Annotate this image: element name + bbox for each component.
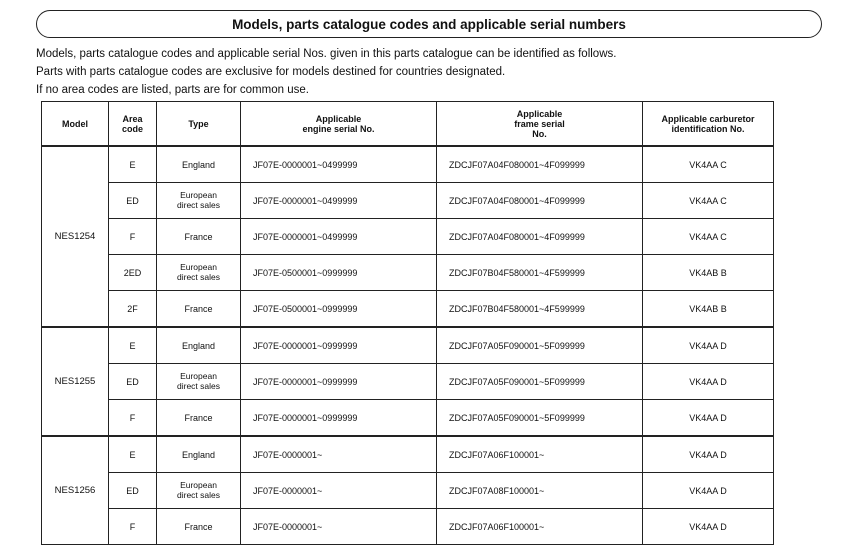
carburetor-id-cell: VK4AA D (643, 473, 774, 509)
header-engine-serial: Applicable engine serial No. (241, 102, 437, 147)
page-title: Models, parts catalogue codes and applicable serial numbers (36, 10, 822, 38)
carburetor-id-cell: VK4AA D (643, 509, 774, 545)
table-row (42, 291, 774, 328)
model-cell: NES1255 (42, 327, 109, 436)
engine-serial-cell: JF07E-0500001~0999999 (241, 291, 437, 328)
carburetor-id-cell: VK4AA D (643, 364, 774, 400)
engine-serial-cell: JF07E-0000001~0999999 (241, 400, 437, 437)
type-cell: England (157, 146, 241, 183)
type-cell: European direct sales (157, 473, 241, 509)
engine-serial-cell: JF07E-0000001~ (241, 509, 437, 545)
frame-serial-cell: ZDCJF07A05F090001~5F099999 (437, 364, 643, 400)
engine-serial-cell: JF07E-0000001~0499999 (241, 219, 437, 255)
header-model: Model (42, 102, 109, 147)
type-cell: European direct sales (157, 183, 241, 219)
table-row (42, 473, 774, 509)
engine-serial-cell: JF07E-0000001~ (241, 473, 437, 509)
area-code-cell: ED (109, 364, 157, 400)
table-row (42, 364, 774, 400)
table-header-row (42, 102, 774, 147)
table-row (42, 509, 774, 545)
model-cell: NES1254 (42, 146, 109, 327)
frame-serial-cell: ZDCJF07A04F080001~4F099999 (437, 219, 643, 255)
frame-serial-cell: ZDCJF07A04F080001~4F099999 (437, 183, 643, 219)
frame-serial-cell: ZDCJF07A08F100001~ (437, 473, 643, 509)
table-row (42, 327, 774, 364)
area-code-cell: E (109, 436, 157, 473)
area-code-cell: F (109, 219, 157, 255)
engine-serial-cell: JF07E-0000001~ (241, 436, 437, 473)
area-code-cell: 2F (109, 291, 157, 328)
frame-serial-cell: ZDCJF07A05F090001~5F099999 (437, 327, 643, 364)
intro-line-2: Parts with parts catalogue codes are exclusive for models destined for countries designated. (36, 66, 506, 78)
header-carburetor-id: Applicable carburetor identification No. (643, 102, 774, 147)
carburetor-id-cell: VK4AA C (643, 183, 774, 219)
type-cell: France (157, 400, 241, 437)
frame-serial-cell: ZDCJF07B04F580001~4F599999 (437, 255, 643, 291)
area-code-cell: E (109, 327, 157, 364)
carburetor-id-cell: VK4AA D (643, 436, 774, 473)
engine-serial-cell: JF07E-0000001~0999999 (241, 327, 437, 364)
type-cell: England (157, 436, 241, 473)
header-type: Type (157, 102, 241, 147)
carburetor-id-cell: VK4AB B (643, 291, 774, 328)
type-cell: France (157, 219, 241, 255)
frame-serial-cell: ZDCJF07A06F100001~ (437, 436, 643, 473)
type-cell: France (157, 509, 241, 545)
frame-serial-cell: ZDCJF07A06F100001~ (437, 509, 643, 545)
carburetor-id-cell: VK4AA D (643, 327, 774, 364)
table-row (42, 146, 774, 183)
intro-line-1: Models, parts catalogue codes and applicable serial Nos. given in this parts catalogue can be identified as follows. (36, 48, 617, 60)
carburetor-id-cell: VK4AA C (643, 146, 774, 183)
serial-number-table (41, 101, 774, 545)
type-cell: France (157, 291, 241, 328)
carburetor-id-cell: VK4AA C (643, 219, 774, 255)
frame-serial-cell: ZDCJF07B04F580001~4F599999 (437, 291, 643, 328)
model-cell: NES1256 (42, 436, 109, 545)
area-code-cell: 2ED (109, 255, 157, 291)
engine-serial-cell: JF07E-0000001~0499999 (241, 183, 437, 219)
area-code-cell: ED (109, 183, 157, 219)
frame-serial-cell: ZDCJF07A04F080001~4F099999 (437, 146, 643, 183)
header-frame-serial: Applicable frame serial No. (437, 102, 643, 147)
area-code-cell: F (109, 400, 157, 437)
engine-serial-cell: JF07E-0000001~0499999 (241, 146, 437, 183)
table-row (42, 255, 774, 291)
table-row (42, 183, 774, 219)
frame-serial-cell: ZDCJF07A05F090001~5F099999 (437, 400, 643, 437)
area-code-cell: F (109, 509, 157, 545)
area-code-cell: ED (109, 473, 157, 509)
intro-line-3: If no area codes are listed, parts are for common use. (36, 84, 309, 96)
table-row (42, 400, 774, 437)
carburetor-id-cell: VK4AB B (643, 255, 774, 291)
engine-serial-cell: JF07E-0000001~0999999 (241, 364, 437, 400)
type-cell: European direct sales (157, 255, 241, 291)
area-code-cell: E (109, 146, 157, 183)
type-cell: England (157, 327, 241, 364)
table-body (42, 146, 774, 545)
engine-serial-cell: JF07E-0500001~0999999 (241, 255, 437, 291)
table-row (42, 219, 774, 255)
table-row (42, 436, 774, 473)
carburetor-id-cell: VK4AA D (643, 400, 774, 437)
type-cell: European direct sales (157, 364, 241, 400)
header-area-code: Area code (109, 102, 157, 147)
